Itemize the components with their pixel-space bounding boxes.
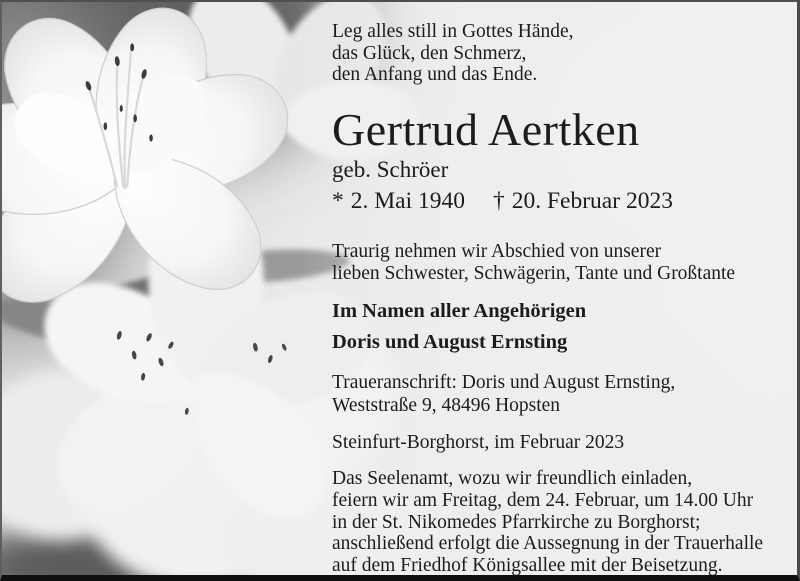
body-line: feiern wir am Freitag, dem 24. Februar, um 14.00 Uhr: [332, 489, 754, 511]
birth-asterisk-symbol: *: [332, 188, 344, 214]
epigraph-verse: [332, 21, 574, 86]
death-date: 20. Februar 2023: [511, 188, 673, 214]
body-line: auf dem Friedhof Königsallee mit der Beisetzung.: [332, 555, 723, 577]
birth-date-group: [332, 188, 465, 214]
deceased-name: Gertrud Aertken: [332, 104, 640, 155]
birth-name: geb. Schröer: [332, 157, 449, 182]
verse-line: Leg alles still in Gottes Hände,: [332, 21, 574, 42]
life-dates: [332, 188, 673, 214]
body-line: Weststraße 9, 48496 Hopsten: [332, 394, 561, 416]
verse-line: das Glück, den Schmerz,: [332, 42, 527, 64]
notice-text: [332, 2, 782, 575]
place-and-date: Steinfurt-Borghorst, im Februar 2023: [332, 432, 625, 453]
farewell-paragraph: [332, 241, 735, 285]
body-line: Traueranschrift: Doris und August Ernsting,: [332, 372, 676, 393]
condolence-address: [332, 372, 675, 417]
body-line: in der St. Nikomedes Pfarrkirche zu Borghorst;: [332, 511, 701, 533]
death-cross-symbol: †: [492, 188, 505, 214]
body-line: Das Seelenamt, wozu wir freundlich einladen,: [332, 468, 693, 489]
birth-date: 2. Mai 1940: [350, 188, 465, 214]
death-date-group: [493, 188, 673, 214]
mourners-names: Doris und August Ernsting: [332, 331, 568, 353]
body-line: Traurig nehmen wir Abschied von unserer: [332, 241, 662, 262]
funeral-service-paragraph: [332, 468, 763, 577]
verse-line: den Anfang und das Ende.: [332, 64, 538, 86]
body-line: lieben Schwester, Schwägerin, Tante und Großtante: [332, 263, 736, 284]
body-line: anschließend erfolgt die Aussegnung in der Trauerhalle: [332, 533, 764, 555]
mourners-intro: Im Namen aller Angehörigen: [332, 300, 587, 322]
